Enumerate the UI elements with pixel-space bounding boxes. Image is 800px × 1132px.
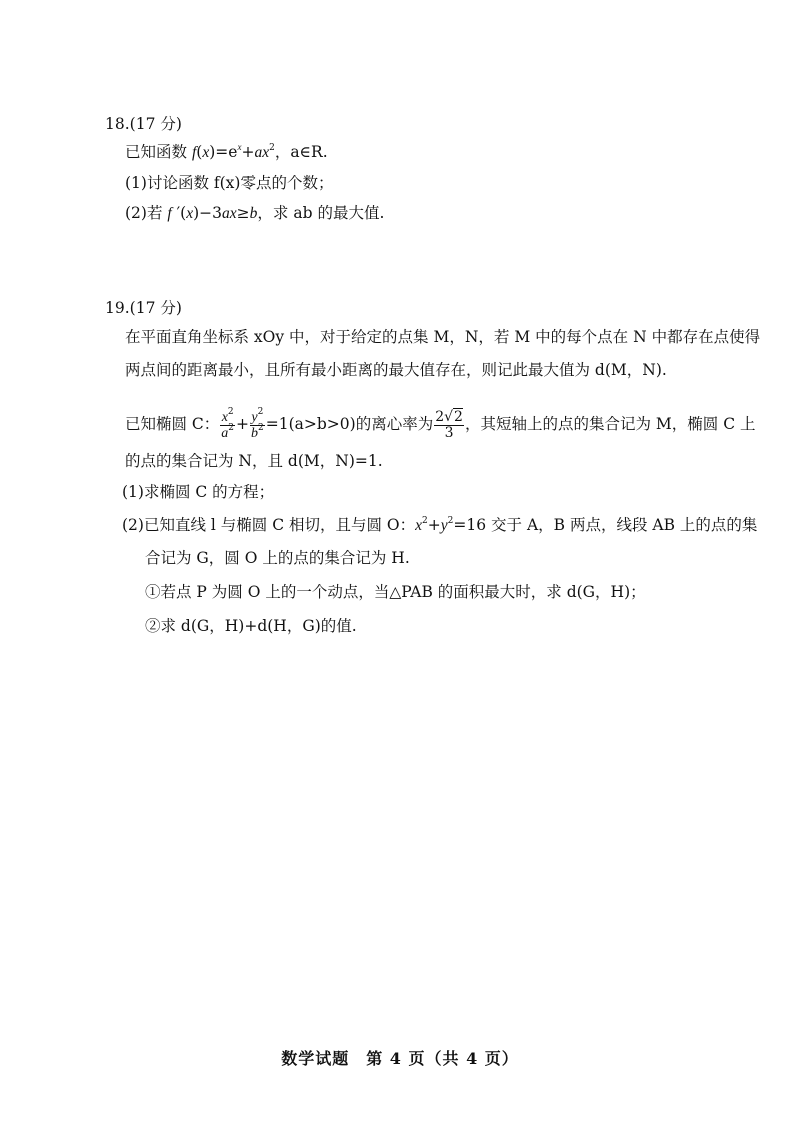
q19-points: (17 分) [129,299,182,317]
q18-part1-text: 讨论函数 f(x)零点的个数； [146,174,334,192]
q18-part1-label: (1) [125,174,147,192]
q18-stem-prefix: 已知函数 [125,143,188,161]
q19-ellipse-line: 已知椭圆 C： $\frac{x^2}{a^2}$ + $\frac{y^2}{b^2}$ =1(a>b>0)的离心率为 $\frac{2√2}{3}$ ，其短轴上的点的集合记为 M，椭圆 C 上 [125,406,756,441]
q19-number: 19. [105,299,130,317]
q19-ellipse-mid: =1(a>b>0)的离心率为 [265,415,434,433]
q18-number: 18. [105,115,130,133]
q18-inequality-formula: f ′(x)−3ax≥b [167,204,258,222]
q19-part2-prefix: (2)已知直线 l 与椭圆 C 相切，且与圆 O： [122,516,416,534]
q18-part1 [125,172,333,194]
q19-header [105,297,182,319]
q19-ellipse-suffix: ，其短轴上的点的集合记为 M，椭圆 C 上 [464,415,756,433]
q19-ellipse-prefix: 已知椭圆 C： [125,415,220,433]
q19-definition-line1: 在平面直角坐标系 xOy 中，对于给定的点集 M，N，若 M 中的每个点在 N 中都存在点使得 [125,328,761,346]
q19-subquestion-2: ②求 d(G，H)+d(H，G)的值. [145,617,357,635]
q18-stem-suffix: ，a∈R. [274,143,328,161]
q18-part2-label: (2) [125,204,147,222]
q19-line4: 的点的集合记为 N，且 d(M，N)=1. [125,452,383,470]
q19-part2-suffix: =16 交于 A，B 两点，线段 AB 上的点的集 [453,516,758,534]
q19-part1: (1)求椭圆 C 的方程； [122,483,275,501]
q18-part2 [125,202,384,225]
page-footer: 数学试题 第 4 页（共 4 页） [281,1049,519,1068]
q18-stem [125,141,328,164]
q18-points: (17 分) [129,115,182,133]
q19-part2-line2: 合记为 G，圆 O 上的点的集合记为 H. [145,549,410,567]
ellipse-y-term: $\frac{y^2}{b^2}$ [251,406,264,441]
q19-part2-line1 [122,514,757,537]
circle-equation: $x^2+y^2$ [415,516,454,534]
q18-function-formula: $f(x)=e^x+ax^2$ [191,142,275,161]
q19-definition-line2: 两点间的距离最小，且所有最小距离的最大值存在，则记此最大值为 d(M，N). [125,361,667,379]
q18-header [105,113,182,135]
eccentricity-value: $\frac{2√2}{3}$ [435,408,463,441]
q18-part2-suffix: ，求 ab 的最大值. [257,204,385,222]
ellipse-x-term: $\frac{x^2}{a^2}$ [221,406,235,441]
q18-part2-prefix: 若 [146,204,163,222]
q19-subquestion-1: ①若点 P 为圆 O 上的一个动点，当△PAB 的面积最大时，求 d(G，H)； [145,583,646,601]
